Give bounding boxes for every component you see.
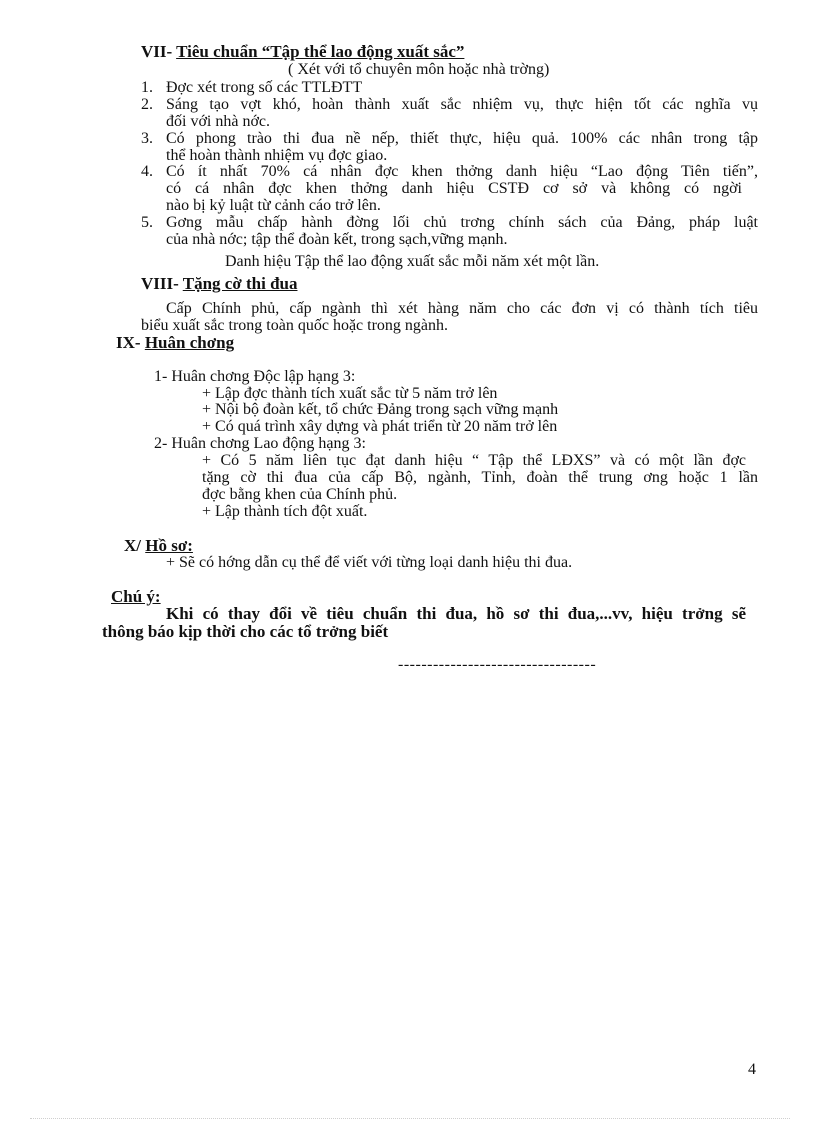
page-number: 4 xyxy=(748,1061,756,1078)
page-bottom-border xyxy=(30,1118,790,1119)
item-line: có cá nhân đợc khen thởng danh hiệu CSTĐ cơ sở và không có ngời xyxy=(166,180,742,197)
medal-2-title: 2- Huân chơng Lao động hạng 3: xyxy=(154,435,366,452)
section-10-prefix: X/ xyxy=(124,536,146,555)
item-line: thể hoàn thành nhiệm vụ đợc giao. xyxy=(166,147,388,164)
item-line: của nhà nớc; tập thể đoàn kết, trong sạch,vững mạnh. xyxy=(166,231,508,248)
item-number: 1. xyxy=(141,79,153,96)
item-line: Có phong trào thi đua nề nếp, thiết thực, hiệu quả. 100% các nhân trong tập xyxy=(166,130,758,147)
separator-line: ---------------------------------- xyxy=(398,656,597,673)
item-line: Gơng mẫu chấp hành đờng lối chủ trơng chính sách của Đảng, pháp luật xyxy=(166,214,758,231)
section-9-heading xyxy=(116,334,234,351)
section-7-title: Tiêu chuẩn “Tập thể lao động xuất sắc” xyxy=(176,42,465,61)
item-line: nào bị kỷ luật từ cảnh cáo trở lên. xyxy=(166,197,381,214)
medal-2-bullet: + Có 5 năm liên tục đạt danh hiệu “ Tập thể LĐXS” và có một lần đợc xyxy=(202,452,746,469)
medal-1-bullet: + Lập đợc thành tích xuất sắc từ 5 năm trở lên xyxy=(202,385,498,402)
item-number: 5. xyxy=(141,214,153,231)
item-line: đối với nhà nớc. xyxy=(166,113,271,130)
item-line: Sáng tạo vợt khó, hoàn thành xuất sắc nhiệm vụ, thực hiện tốt các nghĩa vụ xyxy=(166,96,758,113)
section-7-prefix: VII- xyxy=(141,42,177,61)
section-7-subtitle: ( Xét với tổ chuyên môn hoặc nhà trờng) xyxy=(288,61,550,78)
item-line: Đợc xét trong số các TTLĐTT xyxy=(166,79,363,96)
section-8-title: Tặng cờ thi đua xyxy=(182,274,298,293)
item-line: Có ít nhất 70% cá nhân đợc khen thởng danh hiệu “Lao động Tiên tiến”, xyxy=(166,163,758,180)
section-8-prefix: VIII- xyxy=(141,274,183,293)
section-7-note: Danh hiệu Tập thể lao động xuất sắc mỗi năm xét một lần. xyxy=(225,253,600,270)
note-heading: Chú ý: xyxy=(111,587,161,606)
section-10-title: Hồ sơ: xyxy=(145,536,193,555)
section-10-heading xyxy=(124,537,193,554)
item-number: 2. xyxy=(141,96,153,113)
medal-2-bullet: đợc bằng khen của Chính phủ. xyxy=(202,486,398,503)
section-10-text: + Sẽ có hớng dẫn cụ thể để viết với từng loại danh hiệu thi đua. xyxy=(166,554,573,571)
note-text: thông báo kịp thời cho các tổ trởng biết xyxy=(102,622,389,641)
medal-1-bullet: + Có quá trình xây dựng và phát triển từ 20 năm trở lên xyxy=(202,418,558,435)
item-number: 3. xyxy=(141,130,153,147)
section-9-prefix: IX- xyxy=(116,333,145,352)
section-8-text: Cấp Chính phủ, cấp ngành thì xét hàng năm cho các đơn vị có thành tích tiêu xyxy=(166,300,758,317)
section-7-heading xyxy=(141,43,464,60)
section-8-text: biểu xuất sắc trong toàn quốc hoặc trong ngành. xyxy=(141,317,449,334)
medal-1-title: 1- Huân chơng Độc lập hạng 3: xyxy=(154,368,356,385)
section-8-heading xyxy=(141,275,297,292)
medal-1-bullet: + Nội bộ đoàn kết, tổ chức Đảng trong sạch vững mạnh xyxy=(202,401,559,418)
medal-2-bullet: tặng cờ thi đua của cấp Bộ, ngành, Tỉnh, đoàn thể trung ơng hoặc 1 lần xyxy=(202,469,758,486)
item-number: 4. xyxy=(141,163,153,180)
section-9-title: Huân chơng xyxy=(144,333,235,352)
note-text: Khi có thay đổi về tiêu chuẩn thi đua, hồ sơ thi đua,...vv, hiệu trởng sẽ xyxy=(166,604,746,623)
medal-2-bullet: + Lập thành tích đột xuất. xyxy=(202,503,368,520)
